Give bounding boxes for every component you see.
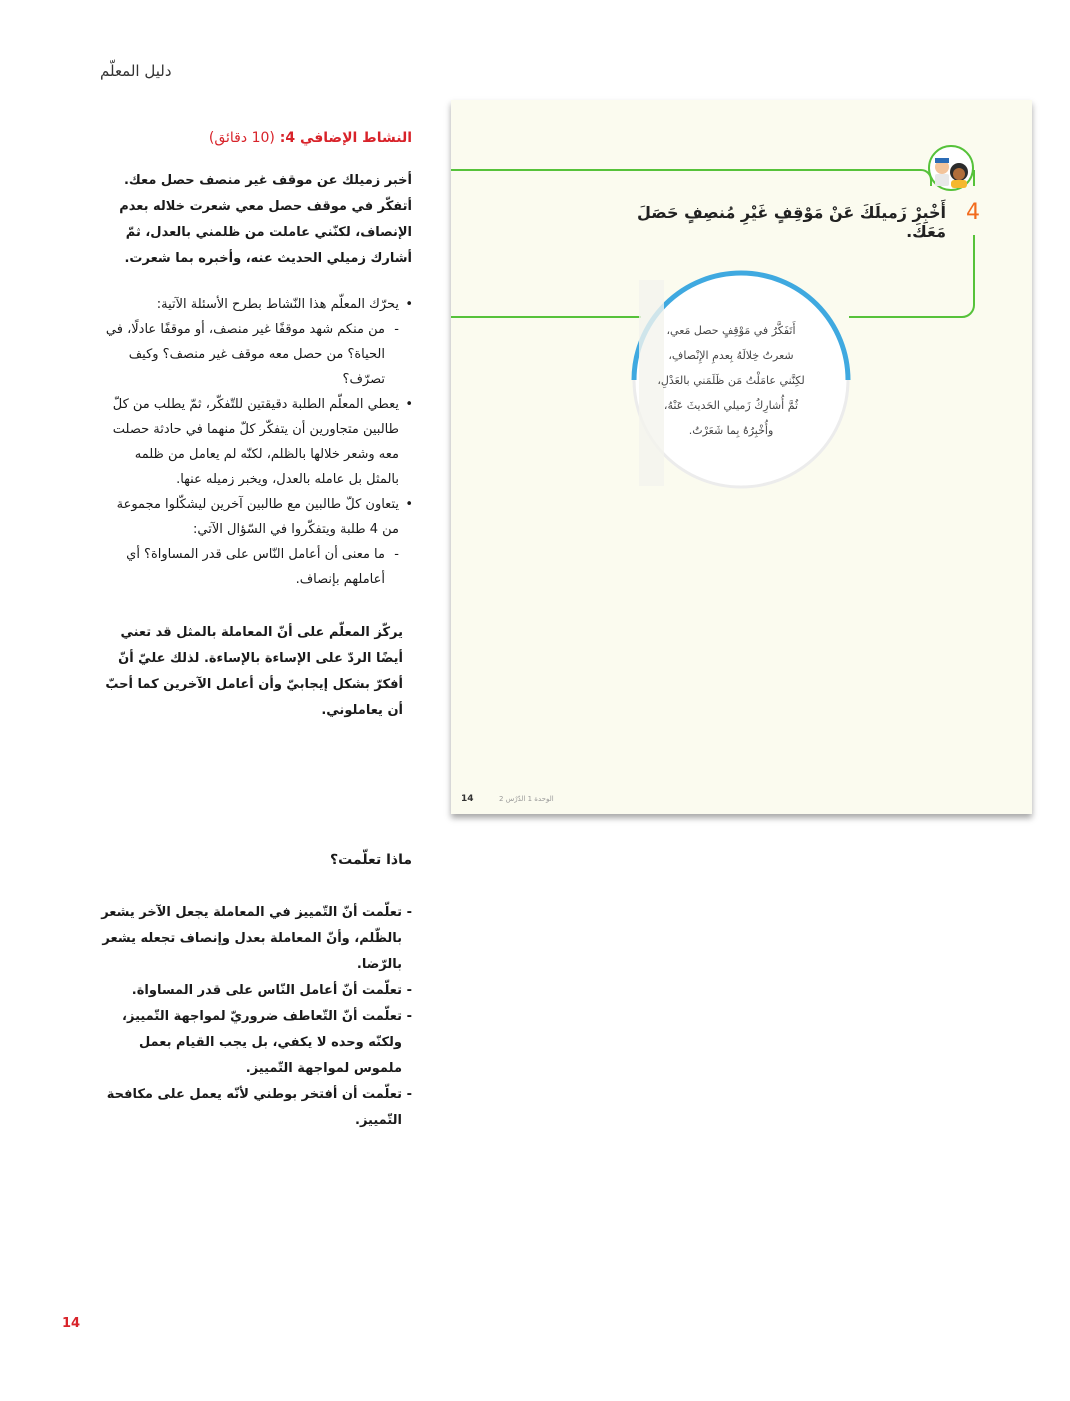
page-number: 14 [62, 1316, 81, 1331]
list-item: - تعلّمت أن أفتخر بوطني لأنّه يعمل على مكافحة التّمييز. [106, 1087, 412, 1128]
activity-label: النشاط الإضافي 4: [279, 130, 412, 146]
list-item: - تعلّمت أنّ أعامل النّاس على قدر المساواة. [131, 983, 412, 998]
activity-duration: (10 دقائق) [208, 130, 275, 146]
activity-number: 4 [966, 200, 980, 225]
list-item: • يتعاون كلّ طالبين مع طالبين آخرين ليشكّلوا مجموعة من 4 طلبة ويتفكّروا في السّؤال الآتي: [116, 497, 413, 537]
activity-title [150, 130, 412, 146]
student-book-preview [451, 100, 1032, 814]
book-page-number: 14 [461, 794, 474, 804]
book-unit-label: الوحدة 1 الدّرْس 2 [499, 795, 554, 803]
activity-reflection: أتفكّر في موقف حصل معي شعرت خلاله بعدم الإنصاف، لكنّني عاملت من ظلمني بالعدل، ثمّ أشارك زميلي الحديث عنه، وأخبره بما شعرت. [119, 199, 412, 266]
activity-intro: أخبر زميلك عن موقف غير منصف حصل معك. [123, 173, 412, 188]
learned-title: ماذا تعلّمت؟ [330, 852, 412, 868]
guide-title: دليل المعلّم [100, 62, 172, 80]
list-item: - تعلّمت أنّ التّمييز في المعاملة يجعل الآخر يشعر بالظّلم، وأنّ المعاملة بعدل وإنصاف تجعله يشعر بالرّضا. [101, 905, 412, 972]
list-item: - تعلّمت أنّ التّعاطف ضروريّ لمواجهة التّمييز، ولكنّه وحده لا يكفي، بل يجب القيام بعمل ملموس لمواجهة التّمييز. [122, 1009, 412, 1076]
students-avatar-icon [929, 146, 973, 190]
list-item: • يحرّك المعلّم هذا النّشاط بطرح الأسئلة الآتية: [156, 297, 413, 312]
green-frame-right [849, 235, 974, 317]
book-heading: أَخْبِرْ زَميلَكَ عَنْ مَوْقِفٍ غَيْرِ مُنصِفٍ حَصَلَ مَعَكَ. [636, 203, 946, 241]
teacher-steps [105, 292, 413, 592]
activity-instructions [110, 168, 412, 272]
circle-prompt: أَتَفَكَّرُ في مَوْقِفٍ حصل مَعي، شعرتُ خِلالَهُ بِعدمِ الإِنْصافِ، لكِنَّني عامَلْتُ مَن ظَلَمَني بالعَدْلِ، ثُمَّ أُشارِكُ زَميلي الحَديثَ عَنْهُ، وأُخْبِرُهُ بِما شَعَرْتُ. [657, 324, 805, 437]
green-frame-top [451, 170, 931, 186]
list-item: - من منكم شهد موقفًا غير منصف، أو موقفًا عادلًا، في الحياة؟ من حصل معه موقف غير منصف؟ وكيف تصرّف؟ [105, 322, 399, 387]
list-item: - ما معنى أن أعامل النّاس على قدر المساواة؟ أي أعاملهم بإنصاف. [126, 547, 399, 587]
list-item: • يعطي المعلّم الطلبة دقيقتين للتّفكّر، ثمّ يطلب من كلّ طالبين متجاورين أن يتفكّر كلّ منهما في حادثة حصلت معه وشعر خلالها بالظلم، لكنّه لم يعامل من ظلمه بالمثل بل عامله بالعدل، ويخبر زميله عنها. [112, 397, 413, 487]
learned-list [100, 900, 412, 1134]
emphasis-paragraph: يركّز المعلّم على أنّ المعاملة بالمثل قد تعني أيضًا الردّ على الإساءة بالإساءة. لذلك عليّ أنّ أفكرّ بشكل إيجابيّ وأن أعامل الآخرين كما أحبّ أن يعاملوني. [105, 625, 403, 718]
